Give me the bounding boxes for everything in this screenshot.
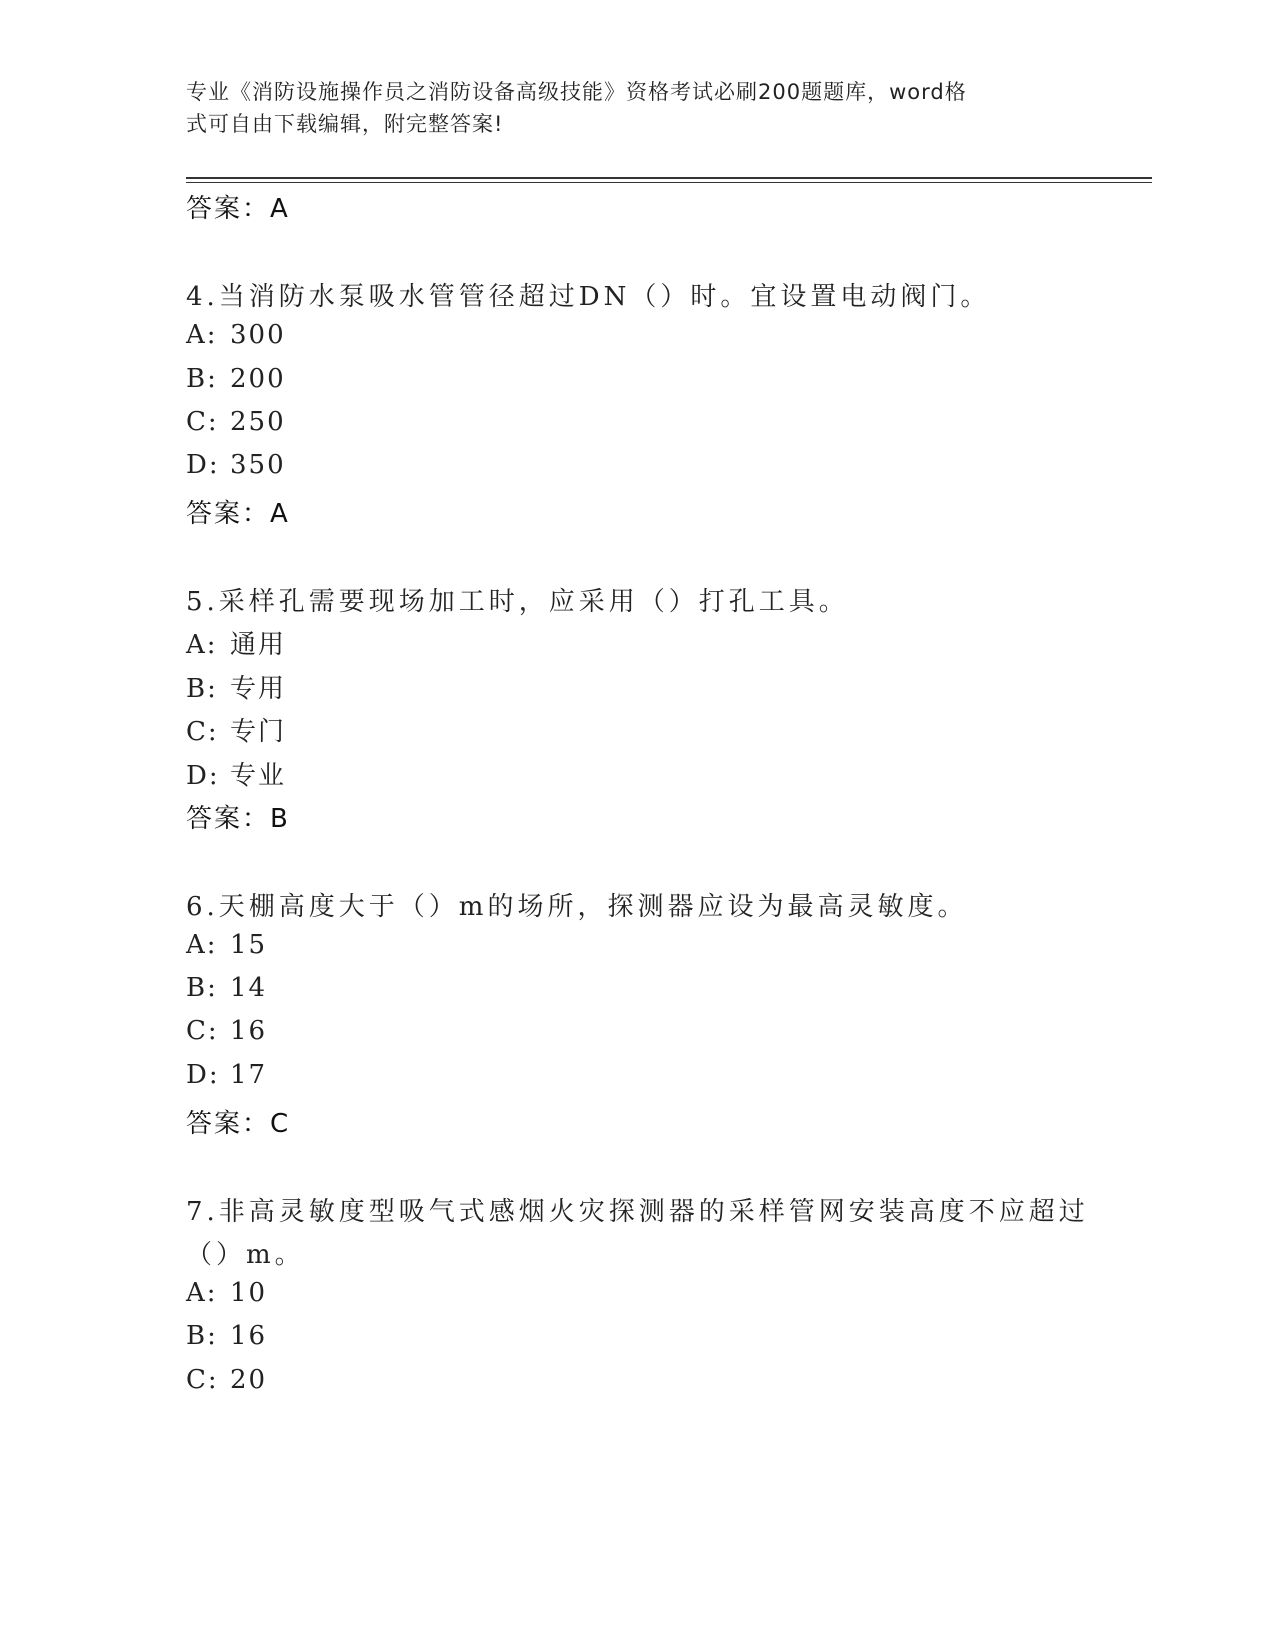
option-text: 专用	[230, 674, 287, 704]
option-key: B:	[186, 1321, 218, 1351]
option-key: B:	[186, 674, 218, 704]
question-4-option-b	[186, 364, 286, 394]
header-line-1: 专业《消防设施操作员之消防设备高级技能》资格考试必刷200题题库，word格	[186, 80, 967, 104]
option-text: 17	[230, 1060, 268, 1090]
question-7-stem-line-1: 7.非高灵敏度型吸气式感烟火灾探测器的采样管网安装高度不应超过	[186, 1197, 1089, 1227]
question-7-option-a	[186, 1278, 267, 1308]
question-7-option-b	[186, 1321, 267, 1351]
option-key: A:	[186, 930, 218, 960]
previous-answer: 答案：A	[186, 194, 290, 224]
question-5-option-b	[186, 668, 286, 705]
option-text: 250	[230, 407, 286, 437]
document-header	[186, 76, 1066, 140]
option-key: C:	[186, 717, 219, 747]
option-key: C:	[186, 407, 219, 437]
option-key: C:	[186, 1365, 219, 1395]
question-5-stem: 5.采样孔需要现场加工时，应采用（）打孔工具。	[186, 587, 849, 617]
header-line-2: 式可自由下载编辑，附完整答案!	[186, 112, 504, 136]
question-5-answer: 答案：B	[186, 804, 290, 834]
question-4-option-c	[186, 407, 286, 437]
option-text: 通用	[230, 630, 287, 660]
option-text: 16	[230, 1321, 268, 1351]
option-text: 16	[230, 1016, 268, 1046]
header-rule-thin	[186, 182, 1152, 183]
option-key: B:	[186, 973, 218, 1003]
option-key: A:	[186, 1278, 218, 1308]
question-4-option-a	[186, 320, 286, 350]
question-7-option-c	[186, 1365, 267, 1395]
question-6-option-c	[186, 1016, 267, 1046]
option-key: B:	[186, 364, 218, 394]
option-text: 300	[230, 320, 286, 350]
option-text: 10	[230, 1278, 268, 1308]
question-6-option-b	[186, 973, 267, 1003]
question-4-option-d	[186, 450, 286, 480]
header-rule-thick	[186, 177, 1152, 179]
question-4-answer: 答案：A	[186, 499, 290, 529]
option-text: 专业	[230, 761, 287, 791]
option-key: C:	[186, 1016, 219, 1046]
question-5-option-a	[186, 624, 286, 661]
question-5-option-d	[186, 755, 286, 792]
option-text: 20	[230, 1365, 268, 1395]
option-text: 15	[230, 930, 268, 960]
option-text: 350	[230, 450, 286, 480]
option-text: 专门	[230, 717, 287, 747]
question-6-option-a	[186, 930, 267, 960]
option-text: 200	[230, 364, 286, 394]
option-text: 14	[230, 973, 268, 1003]
question-7-stem-line-2: （）m。	[186, 1240, 305, 1270]
option-key: D:	[186, 761, 220, 791]
question-4-stem: 4.当消防水泵吸水管管径超过DN（）时。宜设置电动阀门。	[186, 282, 991, 312]
option-key: A:	[186, 320, 218, 350]
option-key: D:	[186, 1060, 220, 1090]
question-6-option-d	[186, 1060, 267, 1090]
option-key: A:	[186, 630, 218, 660]
question-6-answer: 答案：C	[186, 1109, 291, 1139]
question-6-stem: 6.天棚高度大于（）m的场所，探测器应设为最高灵敏度。	[186, 892, 968, 922]
option-key: D:	[186, 450, 220, 480]
question-5-option-c	[186, 711, 286, 748]
